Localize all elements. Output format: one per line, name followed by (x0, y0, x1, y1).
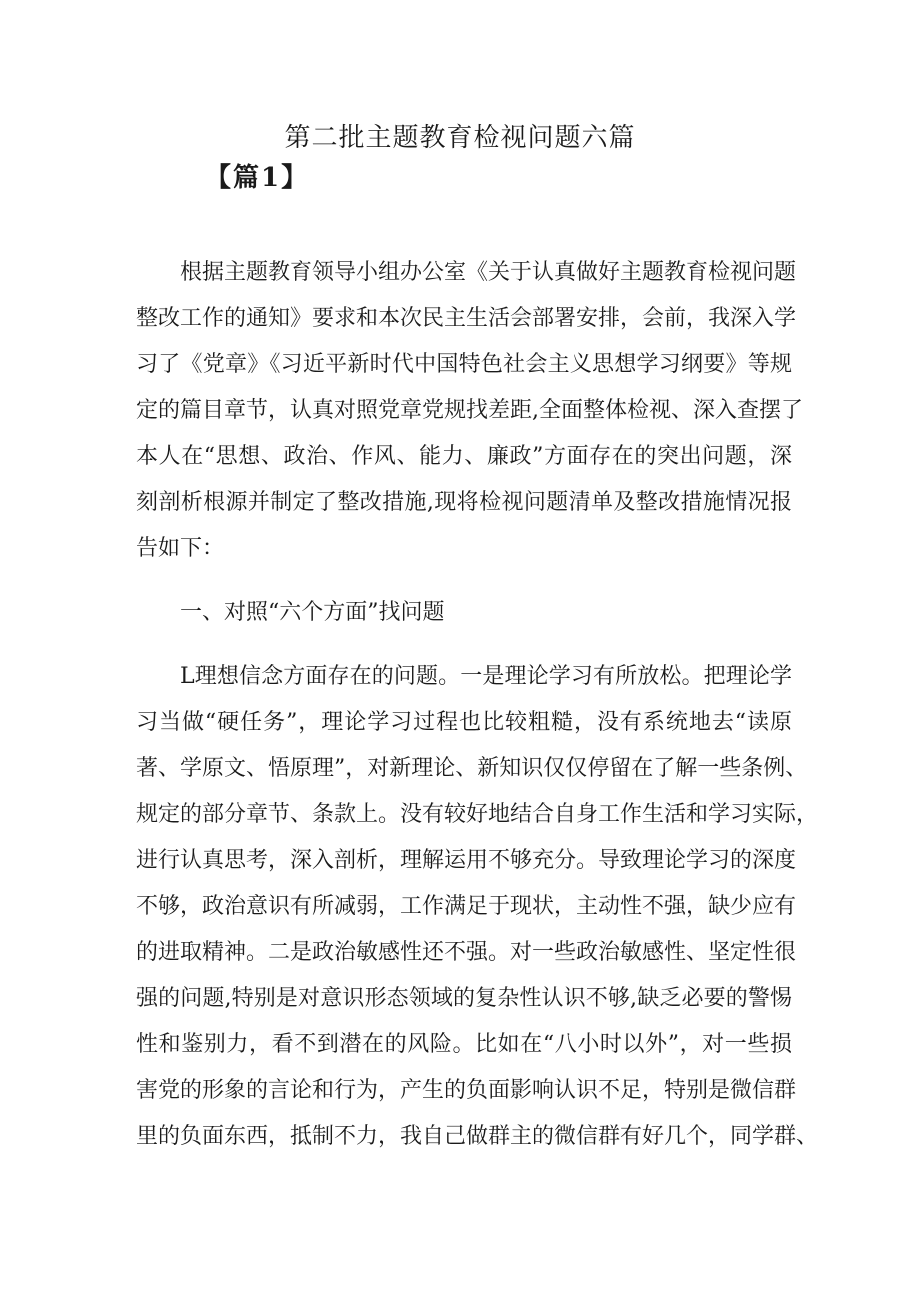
paragraph-line: 本人在“思想、政治、作风、能力、廉政”方面存在的突出问题，深 (136, 444, 792, 469)
paragraph-line: 根据主题教育领导小组办公室《关于认真做好主题教育检视问题 (180, 260, 797, 285)
document-title: 第二批主题教育检视问题六篇 (284, 123, 636, 153)
paragraph-line: 的进取精神。二是政治敏感性还不强。对一些政治敏感性、坚定性很 (136, 940, 797, 965)
paragraph-line: 不够，政治意识有所减弱，工作满足于现状，主动性不强，缺少应有 (136, 894, 797, 919)
paragraph-line: 刻剖析根源并制定了整改措施,现将检视问题清单及整改措施情况报 (136, 490, 792, 515)
subsection-heading: 一、对照“六个方面”找问题 (180, 600, 445, 625)
paragraph-line: 害党的形象的言论和行为，产生的负面影响认识不足，特别是微信群 (136, 1078, 797, 1103)
paragraph-line: 里的负面东西，抵制不力，我自己做群主的微信群有好几个，同学群、 (136, 1124, 819, 1149)
paragraph-line: 告如下： (136, 536, 225, 561)
paragraph-line: 强的问题,特别是对意识形态领域的复杂性认识不够,缺乏必要的警惕 (136, 986, 792, 1011)
paragraph-line: 性和鉴别力，看不到潜在的风险。比如在“八小时以外”，对一些损 (136, 1032, 792, 1057)
paragraph-line: L理想信念方面存在的问题。一是理论学习有所放松。把理论学 (180, 664, 792, 689)
paragraph-line: 定的篇目章节，认真对照党章党规找差距,全面整体检视、深入查摆了 (136, 398, 803, 423)
paragraph-line: 整改工作的通知》要求和本次民主生活会部署安排，会前，我深入学 (136, 306, 797, 331)
section-heading: 【篇1】 (205, 163, 310, 193)
paragraph-line: 习了《党章》《习近平新时代中国特色社会主义思想学习纲要》等规 (136, 352, 792, 377)
paragraph-line: 习当做“硬任务”，理论学习过程也比较粗糙，没有系统地去“读原 (136, 710, 792, 735)
paragraph-line: 规定的部分章节、条款上。没有较好地结合自身工作生活和学习实际， (136, 802, 819, 827)
paragraph-line: 进行认真思考，深入剖析，理解运用不够充分。导致理论学习的深度 (136, 848, 797, 873)
paragraph-line: 著、学原文、悟原理”，对新理论、新知识仅仅停留在了解一些条例、 (136, 756, 808, 781)
